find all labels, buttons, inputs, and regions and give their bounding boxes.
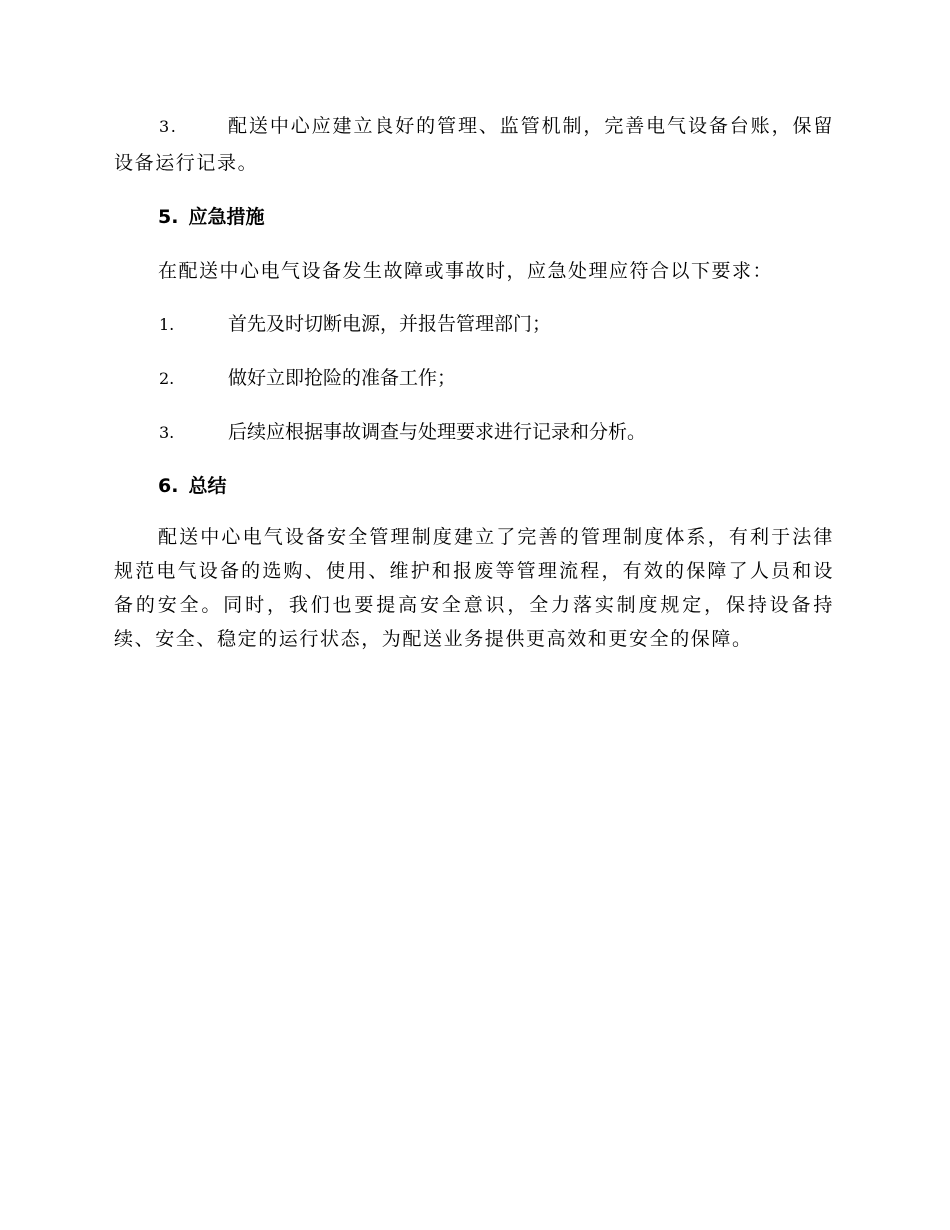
section-6-body bbox=[114, 520, 834, 656]
section-heading-5 bbox=[158, 199, 264, 236]
section-5-intro bbox=[114, 253, 834, 290]
list-item-number: 3. bbox=[159, 117, 178, 136]
section-title: 总结 bbox=[188, 475, 227, 497]
list-item-number: 1. bbox=[159, 315, 175, 334]
list-item-number: 2. bbox=[159, 369, 175, 388]
list-item-5-2 bbox=[159, 360, 839, 397]
list-item-text: 首先及时切断电源，并报告管理部门； bbox=[228, 313, 552, 335]
section-title: 应急措施 bbox=[188, 206, 265, 228]
section-heading-6 bbox=[158, 468, 226, 505]
list-item-text: 配送中心应建立良好的管理、监管机制，完善电气设备台账，保留设备运行记录。 bbox=[114, 115, 834, 174]
section-number: 6. bbox=[158, 475, 179, 497]
list-item-text: 做好立即抢险的准备工作； bbox=[228, 367, 457, 389]
list-item-text: 后续应根据事故调查与处理要求进行记录和分析。 bbox=[228, 421, 647, 443]
body-text: 配送中心电气设备安全管理制度建立了完善的管理制度体系，有利于法律规范电气设备的选购、使用、维护和报废等管理流程，有效的保障了人员和设备的安全。同时，我们也要提高安全意识，全力落实制度规定，保持设备持续、安全、稳定的运行状态，为配送业务提供更高效和更安全的保障。 bbox=[114, 526, 834, 650]
section-number: 5. bbox=[158, 206, 179, 228]
list-item-number: 3. bbox=[159, 423, 175, 442]
list-item-4-3 bbox=[114, 108, 834, 182]
list-item-5-1 bbox=[159, 306, 839, 343]
intro-text: 在配送中心电气设备发生故障或事故时，应急处理应符合以下要求： bbox=[158, 260, 774, 282]
list-item-5-3 bbox=[159, 414, 839, 451]
